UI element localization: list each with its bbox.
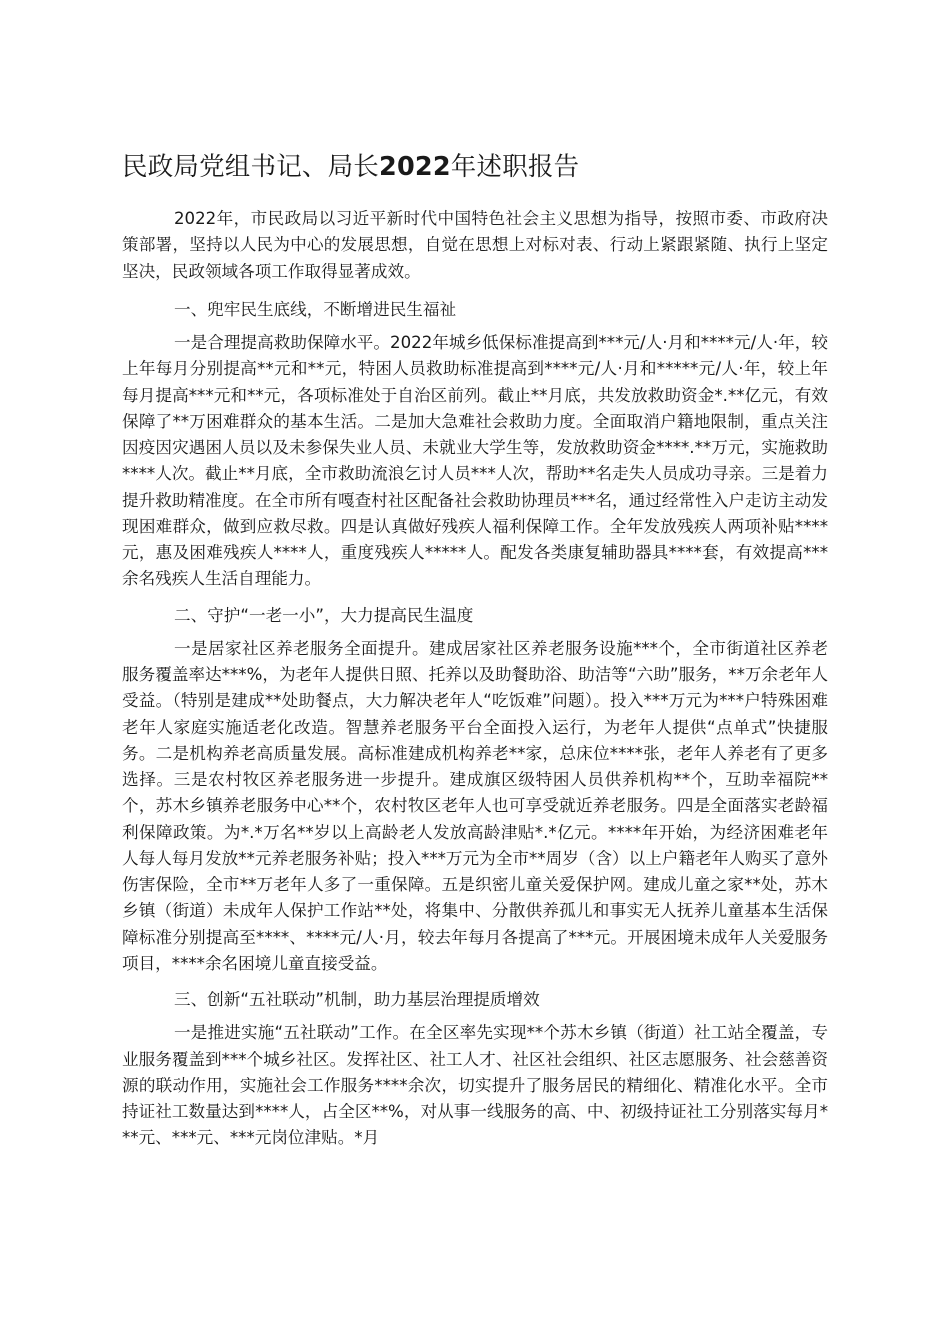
- section-1-heading: 一、兜牢民生底线，不断增进民生福祉: [174, 299, 457, 319]
- intro-paragraph: 2022年，市民政局以习近平新时代中国特色社会主义思想为指导，按照市委、市政府决策部署，坚持以人民为中心的发展思想，自觉在思想上对标对表、行动上紧跟紧随、执行上坚定坚决，民政领域各项工作取得显著成效。: [122, 209, 828, 281]
- section-1-body: 一是合理提高救助保障水平。2022年城乡低保标准提高到***元/人·月和****元/人·年，较上年每月分别提高**元和**元，特困人员救助标准提高到****元/人·月和*****元/人·年，较上年每月提高***元和**元，各项标准处于自治区前列。截止**月底，共发放救助资金*.**亿元，有效保障了**万困难群众的基本生活。二是加大急难社会救助力度。全面取消户籍地限制，重点关注因疫因灾遇困人员以及未参保失业人员、未就业大学生等，发放救助资金****.**万元，实施救助****人次。截止**月底，全市救助流浪乞讨人员***人次，帮助**名走失人员成功寻亲。三是着力提升救助精准度。在全市所有嘎查村社区配备社会救助协理员***名，通过经常性入户走访主动发现困难群众，做到应救尽救。四是认真做好残疾人福利保障工作。全年发放残疾人两项补贴****元，惠及困难残疾人****人，重度残疾人*****人。配发各类康复辅助器具****套，有效提高***余名残疾人生活自理能力。: [122, 333, 828, 589]
- title-year: 2022: [379, 152, 451, 182]
- document-body: [122, 206, 828, 1152]
- title-prefix: 民政局党组书记、局长: [122, 152, 380, 182]
- document-title: [122, 150, 579, 184]
- title-suffix: 年述职报告: [450, 152, 580, 182]
- section-2-body: 一是居家社区养老服务全面提升。建成居家社区养老服务设施***个，全市街道社区养老服务覆盖率达***%，为老年人提供日照、托养以及助餐助浴、助洁等“六助”服务，**万余老年人受益。（特别是建成**处助餐点，大力解决老年人“吃饭难”问题）。投入***万元为***户特殊困难老年人家庭实施适老化改造。智慧养老服务平台全面投入运行，为老年人提供“点单式”快捷服务。二是机构养老高质量发展。高标准建成机构养老**家，总床位****张，老年人养老有了更多选择。三是农村牧区养老服务进一步提升。建成旗区级特困人员供养机构**个，互助幸福院**个，苏木乡镇养老服务中心**个，农村牧区老年人也可享受就近养老服务。四是全面落实老龄福利保障政策。为*.*万名**岁以上高龄老人发放高龄津贴*.*亿元。****年开始，为经济困难老年人每人每月发放**元养老服务补贴；投入***万元为全市**周岁（含）以上户籍老年人购买了意外伤害保险，全市**万老年人多了一重保障。五是织密儿童关爱保护网。建成儿童之家**处，苏木乡镇（街道）未成年人保护工作站**处，将集中、分散供养孤儿和事实无人抚养儿童基本生活保障标准分别提高至****、****元/人·月，较去年每月各提高了***元。开展困境未成年人关爱服务项目，****余名困境儿童直接受益。: [122, 638, 828, 973]
- section-3-body: 一是推进实施“五社联动”工作。在全区率先实现**个苏木乡镇（街道）社工站全覆盖，专业服务覆盖到***个城乡社区。发挥社区、社工人才、社区社会组织、社区志愿服务、社会慈善资源的联动作用，实施社会工作服务****余次，切实提升了服务居民的精细化、精准化水平。全市持证社工数量达到****人，占全区**%，对从事一线服务的高、中、初级持证社工分别落实每月***元、***元、***元岗位津贴。*月: [122, 1023, 828, 1148]
- section-2-heading: 二、守护“一老一小”，大力提高民生温度: [174, 605, 474, 625]
- section-3-heading: 三、创新“五社联动”机制，助力基层治理提质增效: [174, 990, 540, 1009]
